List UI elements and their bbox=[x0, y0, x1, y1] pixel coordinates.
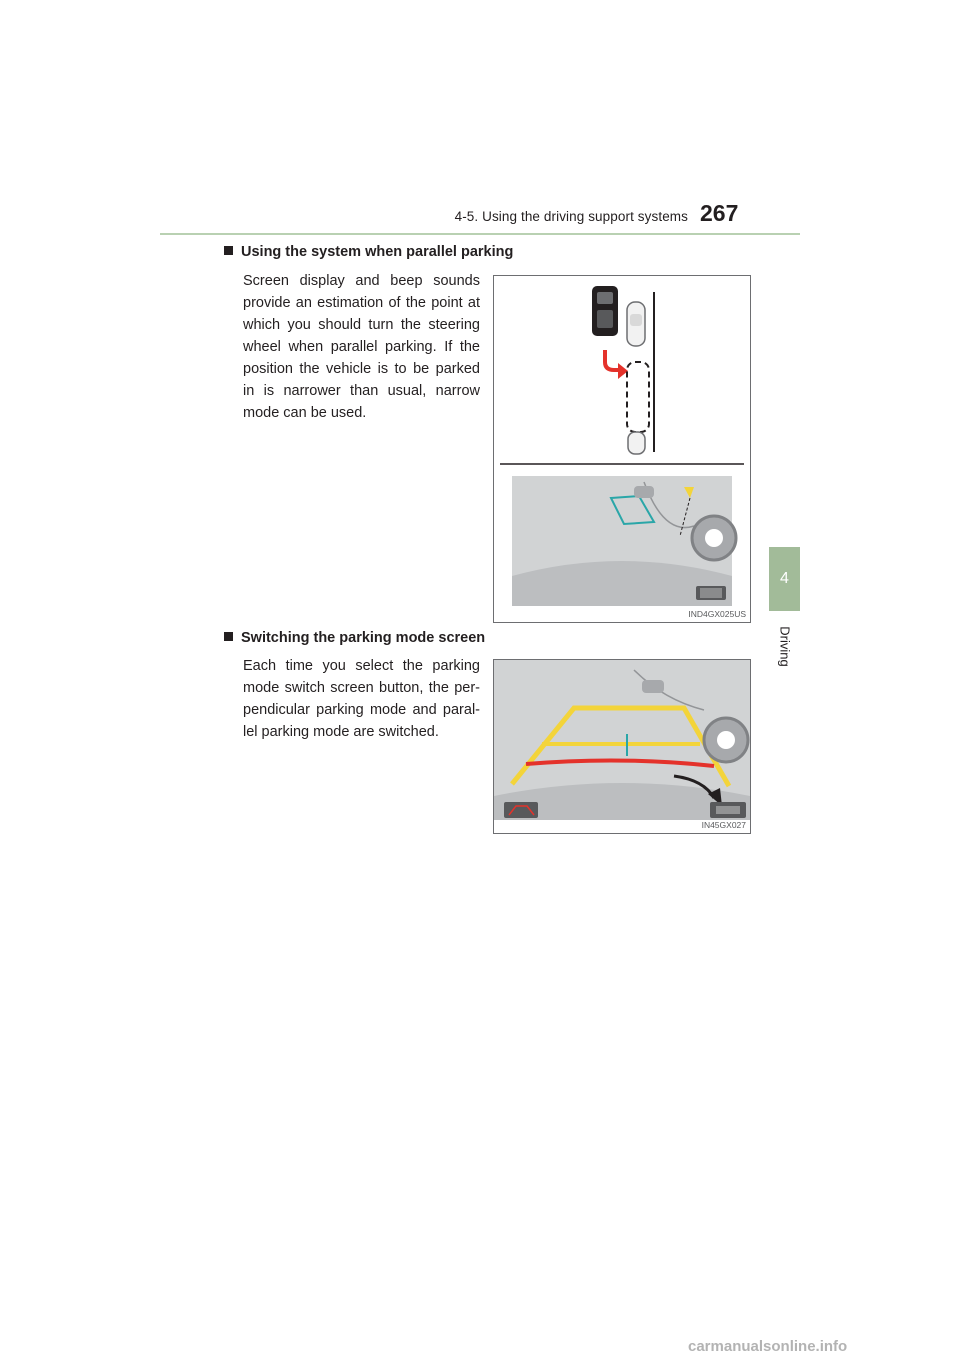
page-number: 267 bbox=[700, 200, 739, 226]
bullet-square-icon bbox=[224, 632, 233, 641]
section-heading bbox=[224, 244, 513, 260]
chapter-tab[interactable] bbox=[769, 547, 800, 611]
section-body: Screen display and beep sounds provide an estimation of the point at which you should turn the steering wheel when parallel parking. If the position the vehicle is to be parked in is narrower than usual, narrow mode can be used. bbox=[243, 273, 480, 421]
chapter-number: 4 bbox=[780, 570, 789, 587]
figure-code: IN45GX027 bbox=[701, 820, 746, 830]
section-header-title: 4-5. Using the driving support systems bbox=[454, 209, 688, 224]
section-heading bbox=[224, 630, 485, 646]
chapter-label-text: Driving bbox=[777, 625, 793, 667]
parallel-parking-illustration bbox=[494, 276, 750, 622]
mode-switch-figure bbox=[493, 659, 751, 834]
mode-switch-illustration bbox=[494, 660, 750, 833]
section-body: Each time you select the parking mode switch screen button, the per-pendicular parking mode and paral-lel parking mode are switched. bbox=[243, 658, 480, 740]
section-heading-text: Using the system when parallel parking bbox=[241, 244, 514, 260]
section-heading-text: Switching the parking mode screen bbox=[241, 630, 486, 646]
header-rule bbox=[160, 233, 800, 235]
bullet-square-icon bbox=[224, 246, 233, 255]
figure-code: IND4GX025US bbox=[688, 609, 746, 619]
parallel-parking-figure bbox=[493, 275, 751, 623]
chapter-label bbox=[770, 616, 800, 676]
footer-watermark[interactable]: carmanualsonline.info bbox=[688, 1338, 848, 1355]
